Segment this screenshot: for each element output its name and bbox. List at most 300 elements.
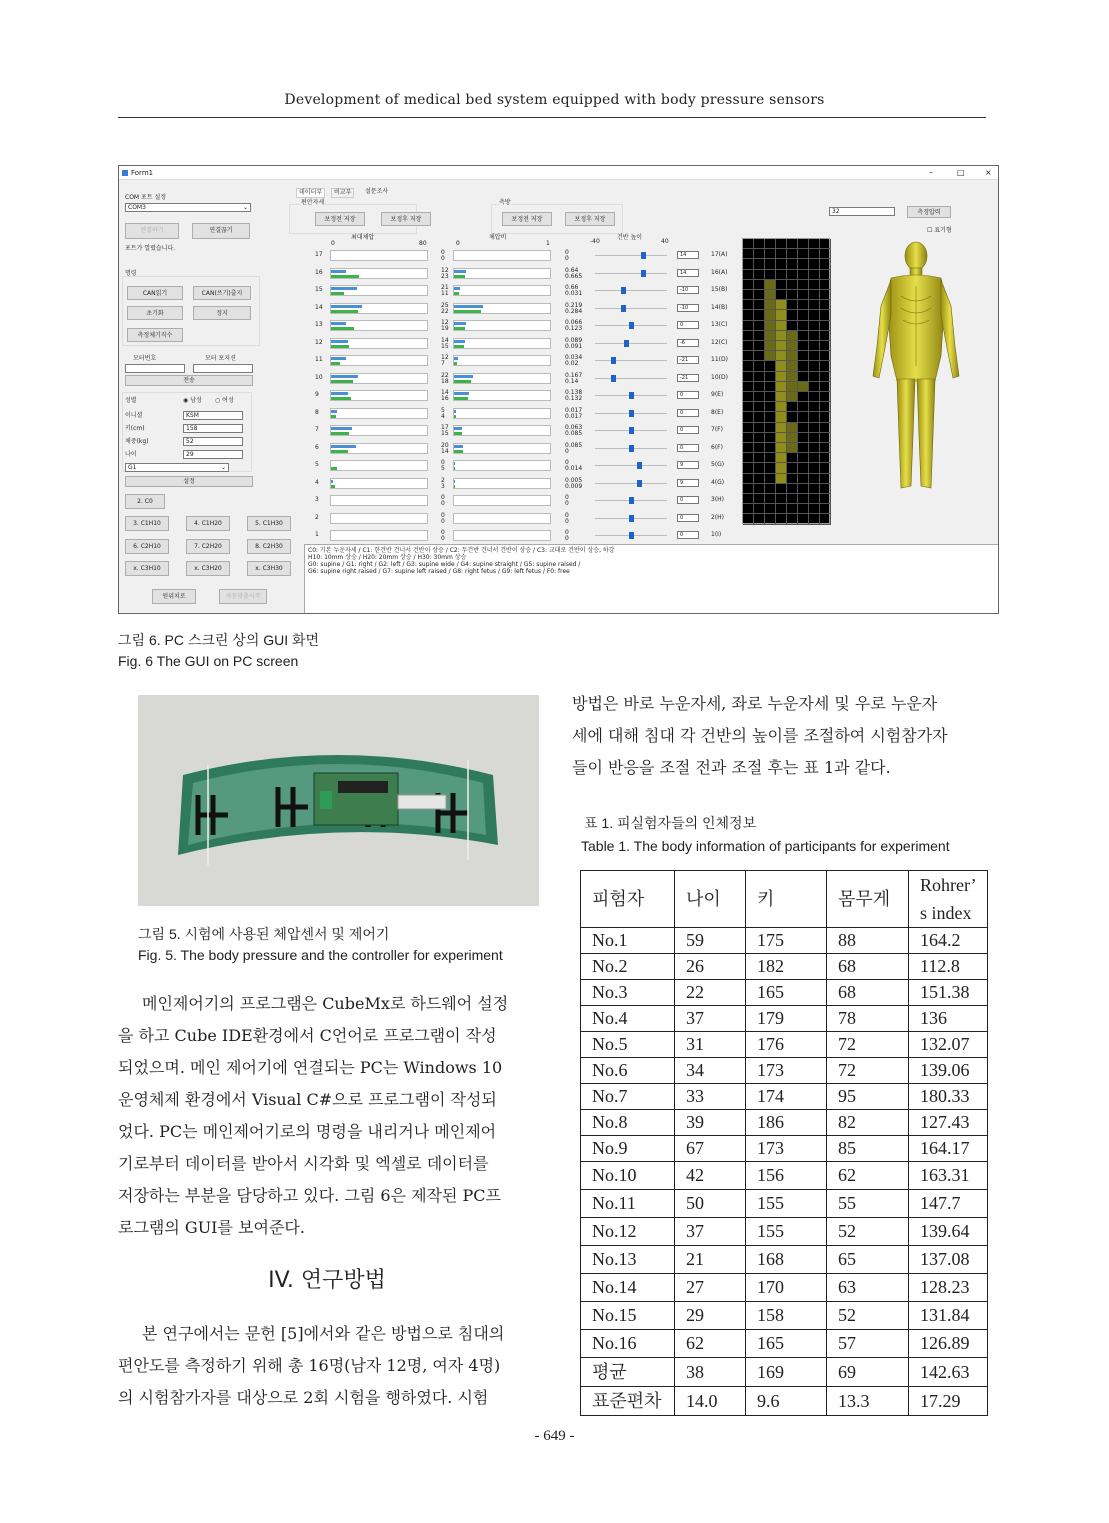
key-code-label: 16(A) [711,268,728,276]
table-header-row [581,871,988,928]
slider-thumb[interactable] [629,410,634,417]
gender-radio-female[interactable]: ○ 여성 [215,397,234,404]
fig6-caption-ko: 그림 6. PC 스크린 상의 GUI 화면 [118,632,320,648]
max-pressure-fill-after [331,450,348,453]
heatmap-cell [809,412,820,422]
slider-thumb[interactable] [629,532,634,539]
heatmap-cell [798,453,809,463]
heatmap-cell [787,392,798,402]
key-height-slider[interactable] [595,518,667,519]
table-cell: 68 [827,954,909,980]
text-line: 었다. PC는 메인제어기로의 명령을 내리거나 메인제어 [118,1122,497,1141]
max-pressure-fill-after [331,485,335,488]
ratio-value-after: 0.031 [565,290,583,297]
slider-thumb[interactable] [629,445,634,452]
key-height-slider[interactable] [595,343,667,344]
c2h20-button[interactable]: 7. C2H20 [186,539,230,554]
table-row [581,1058,988,1084]
table-row [581,1084,988,1110]
log-textbox[interactable] [304,544,999,614]
heatmap-cell [787,433,798,443]
c1h10-button[interactable]: 3. C1H10 [125,516,169,531]
c2h10-button[interactable]: 6. C2H10 [125,539,169,554]
heatmap-cell [787,463,798,473]
heatmap-cell [754,300,765,310]
max-pressure-bar [330,320,428,331]
save-after-button-left[interactable]: 보정후 저장 [381,212,431,226]
max-pressure-fill-before [331,392,348,395]
max-value-before: 5 [441,406,445,414]
pressure-ratio-bar [453,425,551,436]
table-cell: 169 [746,1358,827,1387]
heatmap-cell [787,249,798,259]
key-height-input[interactable]: 14 [677,251,699,259]
heatmap-cell [765,412,776,422]
tab-data[interactable]: 데이터부 [296,188,325,198]
table-cell: 52 [827,1218,909,1246]
row-number: 1 [315,531,319,538]
key-code-label: 12(C) [711,338,728,346]
key-height-slider[interactable] [595,483,667,484]
heatmap-cell [809,249,820,259]
max-value-before: 12 [441,354,449,361]
max-value-before: 0 [441,459,445,466]
heatmap-cell [820,514,831,524]
heatmap-cell [754,392,765,402]
heatmap-cell [776,270,787,280]
save-before-button-left[interactable]: 보정전 저장 [315,212,365,226]
table-cell: 136 [909,1006,988,1032]
ratio-value-after: 0.284 [565,307,583,315]
motor-position-input[interactable] [193,364,253,373]
save-before-button-right[interactable]: 보정전 저장 [502,212,552,226]
c1h30-button[interactable]: 5. C1H30 [247,516,291,531]
age-input[interactable]: 29 [183,450,243,459]
display-checkbox[interactable]: ☐ 표기형 [927,227,952,234]
heatmap-cell [820,423,831,433]
ratio-value-after: 0.02 [565,360,579,367]
table-cell: No.9 [581,1136,675,1162]
running-header: Development of medical bed system equipped with body pressure sensors [284,92,825,108]
heatmap-cell [798,402,809,412]
key-height-slider[interactable] [595,378,667,379]
pressure-heatmap [742,238,830,524]
heatmap-cell [787,423,798,433]
key-height-slider[interactable] [595,413,667,414]
key-height-slider[interactable] [595,325,667,326]
text-line: 되었으며. 메인 제어기에 연결되는 PC는 Windows 10 [118,1058,503,1077]
heatmap-cell [820,463,831,473]
slider-thumb[interactable] [629,322,634,329]
slider-thumb[interactable] [637,480,642,487]
table-cell: 139.06 [909,1058,988,1084]
c2h30-button[interactable]: 8. C2H30 [247,539,291,554]
slider-thumb[interactable] [611,357,616,364]
table-cell: 82 [827,1110,909,1136]
table-cell: 127.43 [909,1110,988,1136]
initial-input[interactable]: KSM [183,411,243,420]
ratio-value-after: 0 [565,535,569,542]
key-height-slider[interactable] [595,448,667,449]
key-height-slider[interactable] [595,360,667,361]
key-height-slider[interactable] [595,535,667,536]
table-cell: No.8 [581,1110,675,1136]
female-label: 여성 [222,397,234,404]
max-pressure-bar [330,443,428,454]
table-body [581,871,988,1416]
slider-thumb[interactable] [629,515,634,522]
heatmap-cell [787,300,798,310]
heatmap-cell [820,494,831,504]
key-height-input[interactable]: -10 [677,304,699,312]
command-label: 명령 [125,270,137,277]
initial-label: 이니셜 [125,412,143,419]
heatmap-cell [765,372,776,382]
col-key-height: 건반 높이 [617,234,643,241]
row-number: 14 [315,303,323,311]
heatmap-cell [765,402,776,412]
page-number: - 649 - [534,1428,575,1444]
ratio-fill-before [454,322,466,325]
height-label: 키(cm) [125,425,145,432]
max-pressure-bar [330,390,428,401]
row-number: 3 [315,496,319,503]
send-button[interactable]: 전송 [125,375,253,386]
heatmap-cell [743,280,754,290]
reset-position-button[interactable]: 원위치로 [152,589,196,604]
pressure-ratio-bar [453,303,551,314]
heatmap-cell [776,484,787,494]
heatmap-cell [798,300,809,310]
save-after-button-right[interactable]: 보정후 저장 [565,212,615,226]
heatmap-cell [743,331,754,341]
heatmap-cell [765,504,776,514]
table-cell: No.1 [581,928,675,954]
heatmap-cell [765,351,776,361]
posture-select[interactable] [125,463,229,472]
table-cell: 52 [827,1302,909,1330]
max-pressure-fill-before [331,305,362,308]
comfort-group-label: 편안자세 [301,199,325,206]
table-cell: 88 [827,928,909,954]
table-cell: 평균 [581,1358,675,1387]
measure-pressure-button[interactable]: 측정압력 [907,206,951,218]
maximize-icon[interactable]: □ [957,168,965,177]
connect-button[interactable]: 연결하기 [125,223,179,239]
pressure-ratio-bar [453,443,551,454]
heatmap-cell [765,239,776,249]
c3h10-button[interactable]: x. C3H10 [125,561,169,576]
key-height-slider[interactable] [595,308,667,309]
key-code-label: 2(H) [711,513,725,521]
disconnect-button[interactable]: 연결끊기 [192,223,250,239]
c3h20-button[interactable]: x. C3H20 [186,561,230,576]
table-cell: 62 [675,1330,746,1358]
table-cell: 72 [827,1058,909,1084]
slider-thumb[interactable] [629,497,634,504]
weight-label: 체중(kg) [125,438,149,445]
key-height-slider[interactable] [595,395,667,396]
can-write-button[interactable]: CAN(쓰기)출지 [193,286,251,300]
heatmap-cell [743,361,754,371]
weight-input[interactable]: 52 [183,437,243,446]
posture-value: G1 [128,464,137,471]
key-height-slider[interactable] [595,430,667,431]
heatmap-cell [787,514,798,524]
heatmap-cell [798,310,809,320]
table-cell: 13.3 [827,1387,909,1416]
heatmap-cell [743,474,754,484]
slider-thumb[interactable] [641,252,646,259]
heatmap-cell [743,341,754,351]
heatmap-cell [787,372,798,382]
table-cell: 132.07 [909,1032,988,1058]
max-pressure-fill-before [331,427,352,430]
minimize-icon[interactable]: – [929,168,933,177]
key-code-label: 10(D) [711,373,728,381]
table-cell: 31 [675,1032,746,1058]
ratio-value-before: 0 [565,459,569,466]
heatmap-cell [765,331,776,341]
heatmap-cell [809,310,820,320]
key-code-label: 9(E) [711,391,724,398]
key-height-input[interactable]: 9 [677,461,699,469]
key-height-slider[interactable] [595,500,667,501]
key-height-input[interactable]: 0 [677,409,699,417]
gender-label: 성별 [125,397,137,404]
heatmap-cell [809,494,820,504]
heatmap-cell [820,290,831,300]
heatmap-cell [754,249,765,259]
heatmap-cell [820,504,831,514]
table-cell: 78 [827,1006,909,1032]
ratio-value-before: 0.085 [565,441,583,449]
measure-input[interactable]: 32 [829,207,895,216]
key-code-label: 5(G) [711,461,725,468]
max-pressure-bar [330,425,428,436]
max-pressure-fill-after [331,327,354,330]
max-value-before: 22 [441,371,449,379]
heatmap-cell [820,280,831,290]
table-cell: 173 [746,1058,827,1084]
table-cell: 173 [746,1136,827,1162]
heatmap-cell [798,280,809,290]
log-line: G6: supine right raised / G7: supine left raised / G8: right fetus / G9: left fetus / F0: free [308,568,570,575]
heatmap-cell [754,351,765,361]
table-row [581,1162,988,1190]
close-icon[interactable]: × [985,168,992,177]
tab-survey[interactable]: 설문조사 [365,188,389,195]
text-line: 의 시험참가자를 대상으로 2회 시험을 행하였다. 시험 [118,1388,489,1407]
text-line: 운영체제 환경에서 Visual C#으로 프로그램이 작성되 [118,1090,497,1109]
table-cell: 37 [675,1218,746,1246]
heatmap-cell [776,382,787,392]
can-read-button[interactable]: CAN읽기 [127,286,183,300]
heatmap-cell [820,443,831,453]
height-input[interactable]: 158 [183,424,243,433]
table-row [581,954,988,980]
fig5-caption-en: Fig. 5. The body pressure and the controller for experiment [138,947,503,963]
key-height-input[interactable]: -6 [677,339,699,347]
c0-button[interactable]: 2. C0 [125,494,165,509]
heatmap-cell [809,402,820,412]
heatmap-cell [776,259,787,269]
slider-thumb[interactable] [629,392,634,399]
heatmap-cell [787,412,798,422]
chevron-down-icon: ⌄ [220,464,226,471]
table-cell: 165 [746,1330,827,1358]
pressure-ratio-bar [453,285,551,296]
heatmap-cell [776,331,787,341]
max-pressure-fill-after [331,415,336,418]
max-pressure-fill-before [331,410,337,413]
table-cell: 158 [746,1302,827,1330]
heatmap-cell [787,484,798,494]
heatmap-cell [820,351,831,361]
table-cell: 34 [675,1058,746,1084]
key-height-slider[interactable] [595,255,667,256]
heatmap-cell [798,463,809,473]
key-height-input[interactable]: 0 [677,391,699,399]
heatmap-cell [820,321,831,331]
key-height-input[interactable]: 0 [677,496,699,504]
max-value-before: 14 [441,389,449,396]
heatmap-cell [743,412,754,422]
key-height-input[interactable]: -21 [677,356,699,364]
heatmap-cell [765,494,776,504]
table-cell: 표준편차 [581,1387,675,1416]
heatmap-cell [787,443,798,453]
auto-start-button[interactable]: 자동맞춤시작 [219,589,267,604]
key-height-input[interactable]: 0 [677,321,699,329]
ratio-value-before: 0.66 [565,284,579,291]
col-pressure-ratio: 체압비 [489,234,507,241]
table-cell: 21 [675,1246,746,1274]
c3h30-button[interactable]: x. C3H30 [247,561,291,576]
heatmap-cell [743,300,754,310]
heatmap-cell [754,310,765,320]
stop-button[interactable]: 정지 [193,306,251,320]
table-cell: 126.89 [909,1330,988,1358]
ratio-fill-after [454,467,455,470]
key-height-input[interactable]: 14 [677,269,699,277]
slider-thumb[interactable] [641,270,646,277]
com-value: COM3 [128,204,146,211]
heatmap-cell [787,239,798,249]
heatmap-cell [743,443,754,453]
heatmap-cell [765,361,776,371]
motor-number-input[interactable] [125,364,185,373]
table-cell: 164.17 [909,1136,988,1162]
key-height-slider[interactable] [595,290,667,291]
heatmap-cell [743,423,754,433]
key-height-input[interactable]: 0 [677,426,699,434]
heatmap-cell [754,372,765,382]
heatmap-cell [798,249,809,259]
heatmap-cell [798,341,809,351]
max-value-before: 0 [441,511,445,519]
max-pressure-bar [330,530,428,541]
slider-thumb[interactable] [637,462,642,469]
heatmap-cell [776,321,787,331]
com-select[interactable] [125,203,251,212]
slider-thumb[interactable] [629,427,634,434]
max-pressure-fill-after [331,275,359,278]
tab-compare[interactable]: 비교부 [331,188,354,198]
key-height-input[interactable]: -10 [677,286,699,294]
heatmap-cell [754,341,765,351]
key-code-label: 15(B) [711,286,728,293]
gender-radio-male[interactable]: ◉ 남성 [183,397,202,404]
pressure-ratio-bar [453,530,551,541]
measure-button[interactable]: 측정체기직수 [127,328,183,342]
table-row [581,1302,988,1330]
key-height-input[interactable]: 0 [677,444,699,452]
heatmap-cell [798,433,809,443]
heatmap-cell [820,402,831,412]
display-checkbox-label: 표기형 [934,227,952,234]
heatmap-cell [765,514,776,524]
heatmap-cell [765,474,776,484]
heatmap-cell [765,392,776,402]
heatmap-cell [787,361,798,371]
table-cell: 42 [675,1162,746,1190]
key-height-input[interactable]: -21 [677,374,699,382]
heatmap-cell [776,474,787,484]
heatmap-cell [754,484,765,494]
max-value-after: 18 [441,377,449,385]
heatmap-cell [820,310,831,320]
heatmap-cell [820,453,831,463]
slider-thumb[interactable] [621,287,626,294]
ratio-fill-after [454,310,481,313]
max-value-after: 14 [441,447,449,455]
max-pressure-bar [330,355,428,366]
max-pressure-fill-before [331,445,356,448]
heatmap-cell [743,382,754,392]
motor-position-label: 모터 포지션 [205,355,236,362]
slider-thumb[interactable] [611,375,616,382]
heatmap-cell [743,249,754,259]
table-cell: 33 [675,1084,746,1110]
ratio-value-after: 0.014 [565,465,583,472]
key-height-slider[interactable] [595,465,667,466]
slider-thumb[interactable] [624,340,629,347]
key-height-input[interactable]: 9 [677,479,699,487]
pressure-ratio-bar [453,513,551,524]
heatmap-cell [809,484,820,494]
heatmap-cell [765,249,776,259]
key-code-label: 7(F) [711,426,723,433]
max-value-after: 23 [441,272,449,280]
table-cell: 165 [746,980,827,1006]
key-height-slider[interactable] [595,273,667,274]
c1h20-button[interactable]: 4. C1H20 [186,516,230,531]
slider-thumb[interactable] [621,305,626,312]
max-value-before: 0 [441,249,445,256]
ratio-fill-after [454,327,465,330]
max-value-after: 15 [441,430,449,437]
row-number: 4 [315,478,319,486]
table-cell: 151.38 [909,980,988,1006]
init-button[interactable]: 초기화 [127,306,183,320]
setting-button[interactable]: 설정 [125,476,253,487]
key-height-input[interactable]: 0 [677,514,699,522]
ratio-value-after: 0.665 [565,272,583,280]
max-pressure-bar [330,285,428,296]
key-height-input[interactable]: 0 [677,531,699,539]
heatmap-cell [765,280,776,290]
